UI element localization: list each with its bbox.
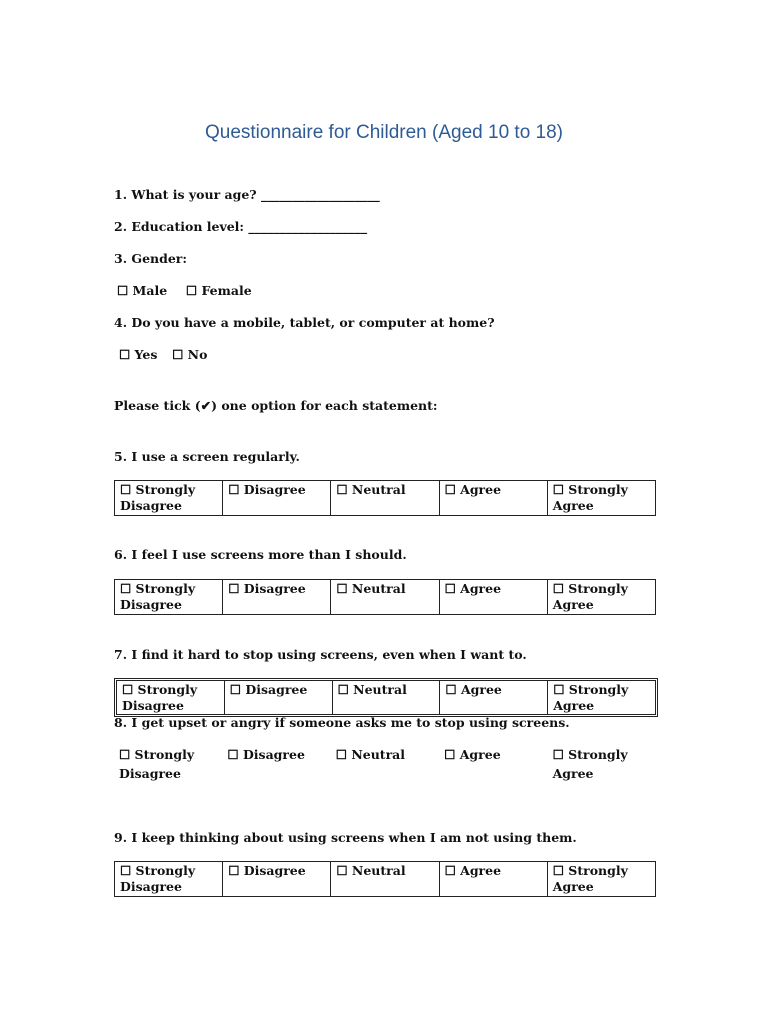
- option-agree[interactable]: ☐ Agree: [439, 481, 547, 516]
- option-strongly-agree[interactable]: ☐ Strongly Agree: [548, 681, 656, 715]
- question-gender: 3. Gender:: [114, 251, 188, 266]
- option-strongly-disagree[interactable]: ☐ Strongly Disagree: [115, 580, 223, 615]
- option-strongly-disagree[interactable]: ☐ Strongly Disagree: [115, 481, 223, 516]
- page-title: Questionnaire for Children (Aged 10 to 18): [204, 122, 564, 143]
- question-age: 1. What is your age? ___________________: [114, 187, 380, 202]
- option-strongly-agree[interactable]: ☐ Strongly Agree: [547, 580, 655, 615]
- gender-options: [117, 283, 252, 298]
- question-8: 8. I get upset or angry if someone asks me to stop using screens.: [114, 715, 570, 730]
- option-strongly-disagree[interactable]: ☐ Strongly Disagree: [115, 862, 223, 897]
- option-strongly-disagree[interactable]: ☐ Strongly Disagree: [117, 681, 225, 715]
- checkbox-female[interactable]: ☐ Female: [185, 283, 252, 298]
- option-disagree[interactable]: ☐ Disagree: [223, 481, 331, 516]
- question-5: 5. I use a screen regularly.: [114, 449, 300, 464]
- question-7: 7. I find it hard to stop using screens, even when I want to.: [114, 647, 527, 662]
- question-6: 6. I feel I use screens more than I should.: [114, 547, 407, 562]
- option-disagree[interactable]: ☐ Disagree: [223, 580, 331, 615]
- scale-table-q9: [114, 861, 656, 897]
- option-agree[interactable]: ☐ Agree: [444, 747, 501, 762]
- option-neutral[interactable]: ☐ Neutral: [331, 481, 439, 516]
- option-neutral[interactable]: ☐ Neutral: [335, 747, 406, 762]
- option-neutral[interactable]: ☐ Neutral: [331, 862, 439, 897]
- option-strongly-agree[interactable]: ☐ Strongly Agree: [547, 862, 655, 897]
- checkbox-no[interactable]: ☐ No: [172, 347, 208, 362]
- option-disagree[interactable]: ☐ Disagree: [227, 747, 305, 762]
- scale-table-q7: [114, 678, 658, 717]
- checkbox-male[interactable]: ☐ Male: [117, 283, 168, 298]
- question-9: 9. I keep thinking about using screens when I am not using them.: [114, 830, 577, 845]
- device-options: [119, 347, 207, 362]
- option-neutral[interactable]: ☐ Neutral: [331, 580, 439, 615]
- option-strongly-disagree[interactable]: ☐ Strongly Disagree: [119, 747, 195, 781]
- option-strongly-agree[interactable]: ☐ Strongly Agree: [547, 481, 655, 516]
- option-strongly-agree[interactable]: ☐ Strongly Agree: [552, 747, 628, 781]
- option-disagree[interactable]: ☐ Disagree: [223, 862, 331, 897]
- question-education: 2. Education level: ___________________: [114, 219, 368, 234]
- option-agree[interactable]: ☐ Agree: [440, 681, 548, 715]
- checkbox-yes[interactable]: ☐ Yes: [119, 347, 158, 362]
- instruction: Please tick (✔) one option for each statement:: [114, 398, 438, 413]
- scale-table-q6: [114, 579, 656, 615]
- option-agree[interactable]: ☐ Agree: [439, 862, 547, 897]
- option-disagree[interactable]: ☐ Disagree: [224, 681, 332, 715]
- question-device: 4. Do you have a mobile, tablet, or computer at home?: [114, 315, 495, 330]
- scale-table-q5: [114, 480, 656, 516]
- option-agree[interactable]: ☐ Agree: [439, 580, 547, 615]
- scale-table-q8: [114, 745, 656, 783]
- option-neutral[interactable]: ☐ Neutral: [332, 681, 440, 715]
